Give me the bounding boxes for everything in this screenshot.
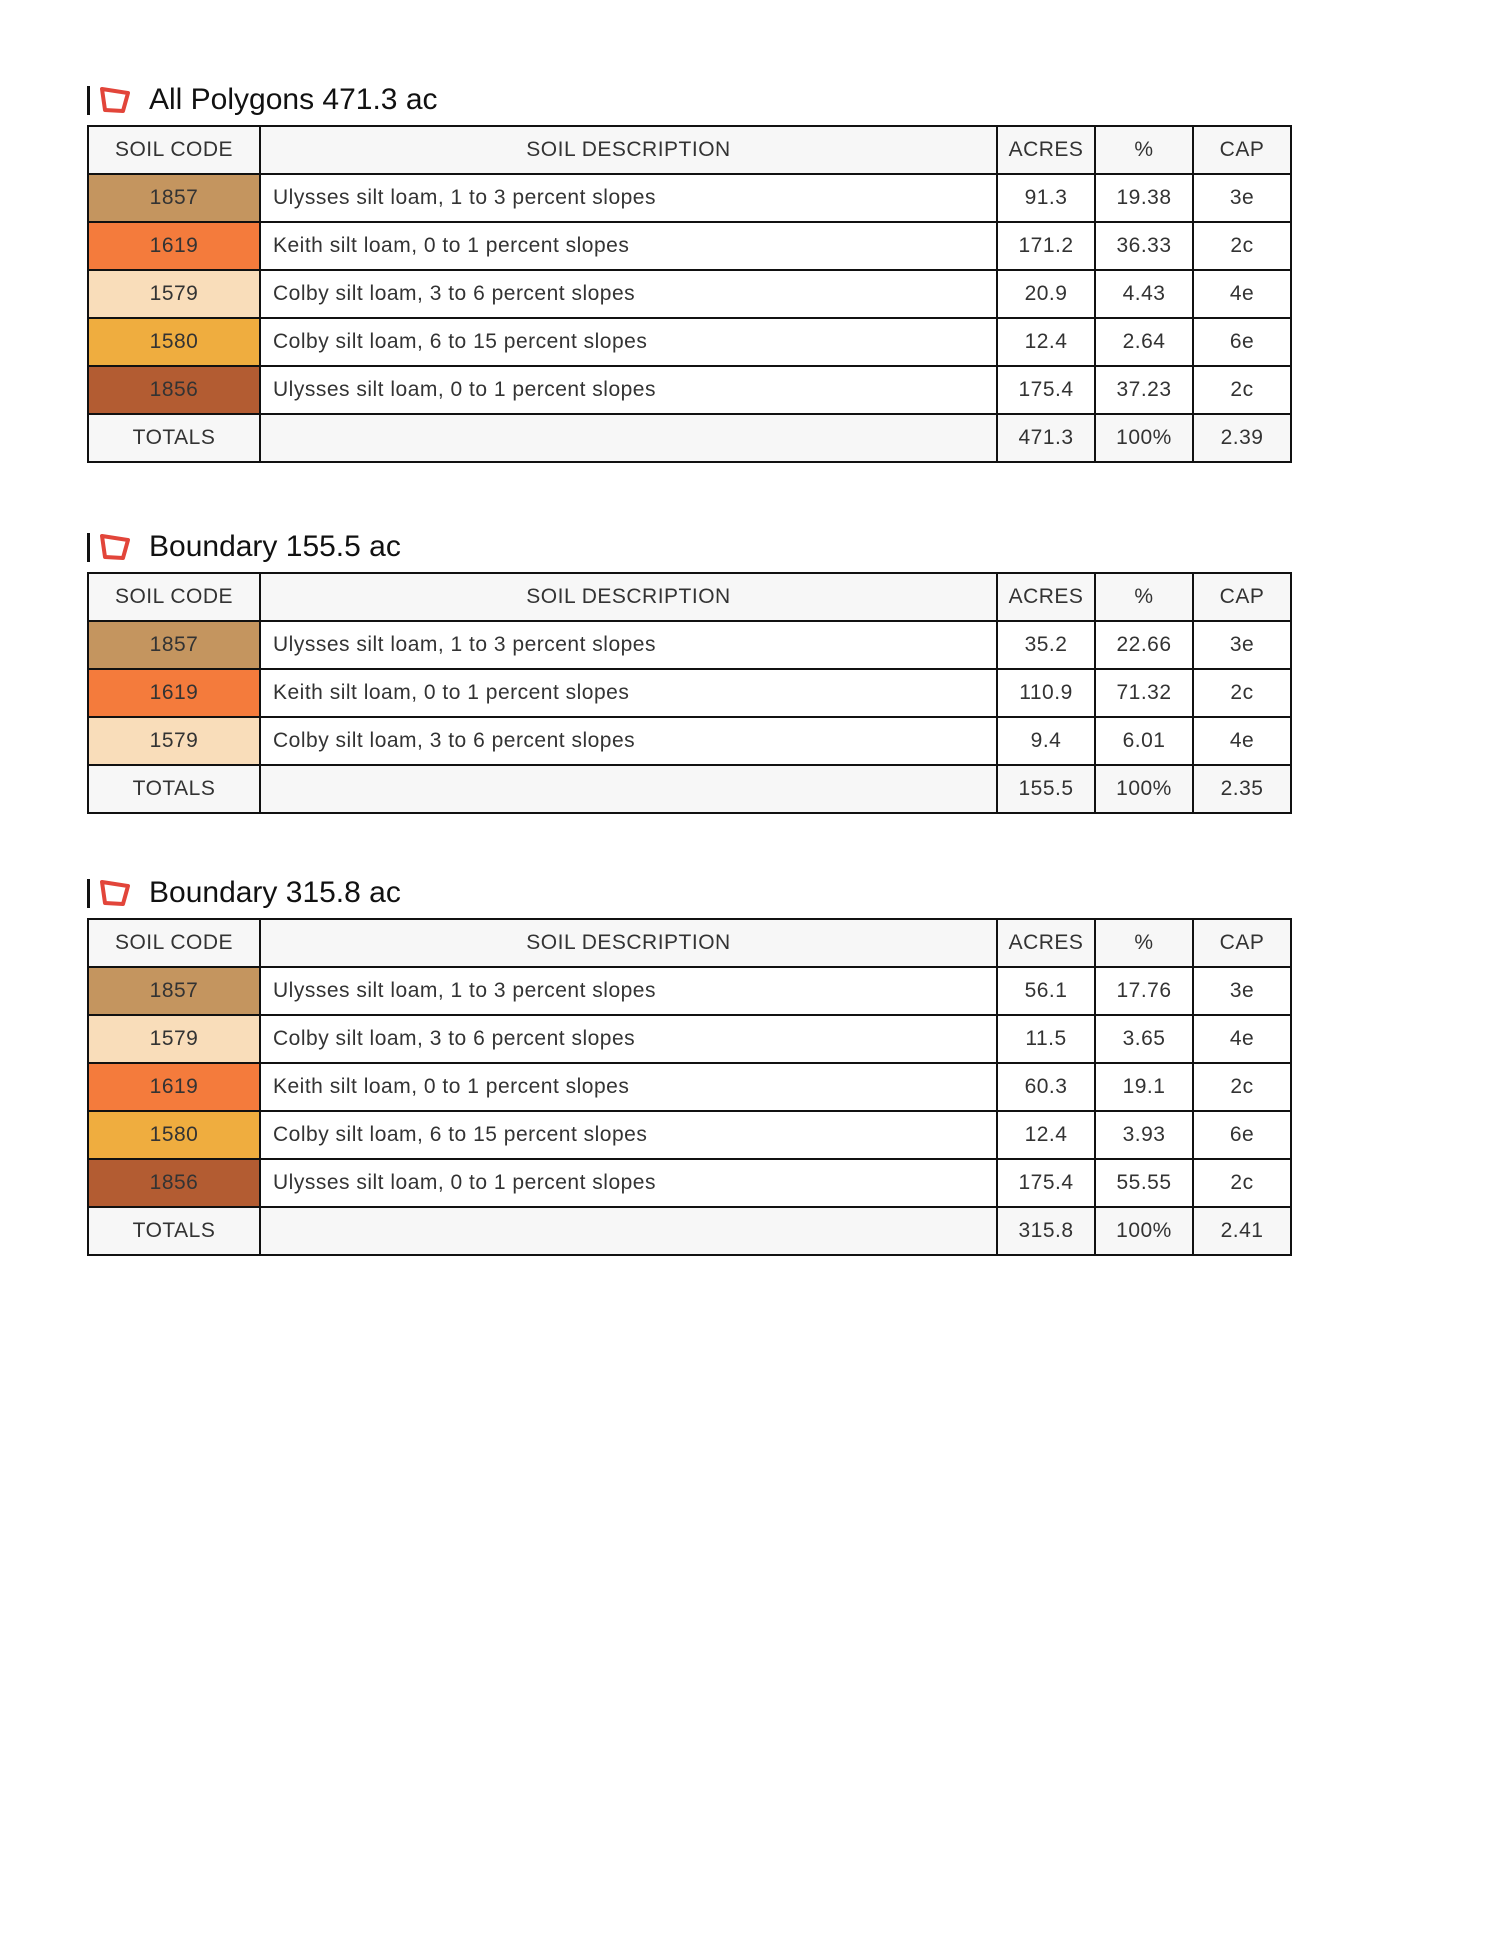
table-header-row xyxy=(88,126,1291,174)
totals-percent: 100% xyxy=(1095,414,1193,462)
header-bar xyxy=(87,86,90,115)
totals-label: TOTALS xyxy=(88,765,260,813)
percent-cell: 36.33 xyxy=(1095,222,1193,270)
totals-acres: 315.8 xyxy=(997,1207,1095,1255)
totals-row xyxy=(88,414,1291,462)
cap-cell: 4e xyxy=(1193,1015,1291,1063)
cap-cell: 2c xyxy=(1193,222,1291,270)
totals-cap: 2.41 xyxy=(1193,1207,1291,1255)
totals-acres: 471.3 xyxy=(997,414,1095,462)
table-header-row xyxy=(88,919,1291,967)
table-header-row xyxy=(88,573,1291,621)
soil-description-cell: Colby silt loam, 6 to 15 percent slopes xyxy=(260,318,997,366)
section-boundary-155 xyxy=(87,522,1292,814)
soil-code-cell: 1579 xyxy=(88,270,260,318)
section-header xyxy=(87,522,1292,572)
soil-code-cell: 1857 xyxy=(88,174,260,222)
soil-code-cell: 1856 xyxy=(88,1159,260,1207)
header-soil-description: SOIL DESCRIPTION xyxy=(260,573,997,621)
header-cap: CAP xyxy=(1193,573,1291,621)
acres-cell: 91.3 xyxy=(997,174,1095,222)
header-soil-description: SOIL DESCRIPTION xyxy=(260,919,997,967)
section-title: Boundary 315.8 ac xyxy=(149,876,401,909)
percent-cell: 22.66 xyxy=(1095,621,1193,669)
soil-code-cell: 1619 xyxy=(88,1063,260,1111)
cap-cell: 6e xyxy=(1193,1111,1291,1159)
percent-cell: 19.1 xyxy=(1095,1063,1193,1111)
table-row xyxy=(88,366,1291,414)
soil-description-cell: Keith silt loam, 0 to 1 percent slopes xyxy=(260,669,997,717)
soil-description-cell: Colby silt loam, 6 to 15 percent slopes xyxy=(260,1111,997,1159)
cap-cell: 3e xyxy=(1193,967,1291,1015)
soil-code-cell: 1857 xyxy=(88,967,260,1015)
soil-description-cell: Keith silt loam, 0 to 1 percent slopes xyxy=(260,222,997,270)
header-soil-code: SOIL CODE xyxy=(88,919,260,967)
soil-description-cell: Ulysses silt loam, 1 to 3 percent slopes xyxy=(260,621,997,669)
acres-cell: 20.9 xyxy=(997,270,1095,318)
soil-code-cell: 1857 xyxy=(88,621,260,669)
percent-cell: 6.01 xyxy=(1095,717,1193,765)
header-acres: ACRES xyxy=(997,919,1095,967)
header-percent: % xyxy=(1095,919,1193,967)
table-row xyxy=(88,174,1291,222)
section-all-polygons xyxy=(87,75,1292,463)
header-soil-code: SOIL CODE xyxy=(88,126,260,174)
acres-cell: 35.2 xyxy=(997,621,1095,669)
table-row xyxy=(88,717,1291,765)
acres-cell: 11.5 xyxy=(997,1015,1095,1063)
percent-cell: 55.55 xyxy=(1095,1159,1193,1207)
percent-cell: 3.93 xyxy=(1095,1111,1193,1159)
table-row xyxy=(88,621,1291,669)
polygon-icon xyxy=(99,532,133,562)
polygon-icon xyxy=(99,85,133,115)
totals-description-cell xyxy=(260,765,997,813)
soil-description-cell: Colby silt loam, 3 to 6 percent slopes xyxy=(260,717,997,765)
cap-cell: 4e xyxy=(1193,717,1291,765)
acres-cell: 60.3 xyxy=(997,1063,1095,1111)
totals-label: TOTALS xyxy=(88,414,260,462)
header-cap: CAP xyxy=(1193,126,1291,174)
header-bar xyxy=(87,533,90,562)
table-row xyxy=(88,1063,1291,1111)
totals-label: TOTALS xyxy=(88,1207,260,1255)
section-boundary-315 xyxy=(87,868,1292,1256)
cap-cell: 2c xyxy=(1193,1159,1291,1207)
section-header xyxy=(87,75,1292,125)
table-row xyxy=(88,270,1291,318)
soil-code-cell: 1619 xyxy=(88,222,260,270)
cap-cell: 2c xyxy=(1193,366,1291,414)
acres-cell: 12.4 xyxy=(997,318,1095,366)
acres-cell: 171.2 xyxy=(997,222,1095,270)
soil-description-cell: Ulysses silt loam, 1 to 3 percent slopes xyxy=(260,174,997,222)
soil-description-cell: Keith silt loam, 0 to 1 percent slopes xyxy=(260,1063,997,1111)
soil-table xyxy=(87,572,1292,814)
totals-description-cell xyxy=(260,1207,997,1255)
acres-cell: 9.4 xyxy=(997,717,1095,765)
table-row xyxy=(88,318,1291,366)
header-acres: ACRES xyxy=(997,126,1095,174)
cap-cell: 3e xyxy=(1193,174,1291,222)
acres-cell: 175.4 xyxy=(997,366,1095,414)
soil-table xyxy=(87,125,1292,463)
table-row xyxy=(88,222,1291,270)
cap-cell: 2c xyxy=(1193,1063,1291,1111)
soil-code-cell: 1856 xyxy=(88,366,260,414)
soil-table xyxy=(87,918,1292,1256)
table-row xyxy=(88,1015,1291,1063)
header-percent: % xyxy=(1095,573,1193,621)
totals-description-cell xyxy=(260,414,997,462)
soil-description-cell: Colby silt loam, 3 to 6 percent slopes xyxy=(260,1015,997,1063)
header-soil-description: SOIL DESCRIPTION xyxy=(260,126,997,174)
header-percent: % xyxy=(1095,126,1193,174)
table-row xyxy=(88,669,1291,717)
acres-cell: 110.9 xyxy=(997,669,1095,717)
soil-description-cell: Ulysses silt loam, 0 to 1 percent slopes xyxy=(260,1159,997,1207)
section-header xyxy=(87,868,1292,918)
header-soil-code: SOIL CODE xyxy=(88,573,260,621)
header-acres: ACRES xyxy=(997,573,1095,621)
polygon-icon xyxy=(99,878,133,908)
soil-description-cell: Ulysses silt loam, 0 to 1 percent slopes xyxy=(260,366,997,414)
totals-cap: 2.35 xyxy=(1193,765,1291,813)
totals-row xyxy=(88,1207,1291,1255)
table-row xyxy=(88,1159,1291,1207)
totals-acres: 155.5 xyxy=(997,765,1095,813)
section-title: Boundary 155.5 ac xyxy=(149,530,401,563)
totals-cap: 2.39 xyxy=(1193,414,1291,462)
section-title: All Polygons 471.3 ac xyxy=(149,83,438,116)
totals-percent: 100% xyxy=(1095,765,1193,813)
soil-description-cell: Ulysses silt loam, 1 to 3 percent slopes xyxy=(260,967,997,1015)
percent-cell: 4.43 xyxy=(1095,270,1193,318)
acres-cell: 56.1 xyxy=(997,967,1095,1015)
table-row xyxy=(88,967,1291,1015)
soil-code-cell: 1579 xyxy=(88,1015,260,1063)
soil-code-cell: 1619 xyxy=(88,669,260,717)
percent-cell: 71.32 xyxy=(1095,669,1193,717)
acres-cell: 12.4 xyxy=(997,1111,1095,1159)
percent-cell: 17.76 xyxy=(1095,967,1193,1015)
percent-cell: 37.23 xyxy=(1095,366,1193,414)
soil-code-cell: 1579 xyxy=(88,717,260,765)
totals-percent: 100% xyxy=(1095,1207,1193,1255)
acres-cell: 175.4 xyxy=(997,1159,1095,1207)
soil-code-cell: 1580 xyxy=(88,1111,260,1159)
soil-description-cell: Colby silt loam, 3 to 6 percent slopes xyxy=(260,270,997,318)
soil-code-cell: 1580 xyxy=(88,318,260,366)
percent-cell: 19.38 xyxy=(1095,174,1193,222)
percent-cell: 2.64 xyxy=(1095,318,1193,366)
header-cap: CAP xyxy=(1193,919,1291,967)
cap-cell: 2c xyxy=(1193,669,1291,717)
cap-cell: 3e xyxy=(1193,621,1291,669)
totals-row xyxy=(88,765,1291,813)
header-bar xyxy=(87,879,90,908)
table-row xyxy=(88,1111,1291,1159)
cap-cell: 6e xyxy=(1193,318,1291,366)
percent-cell: 3.65 xyxy=(1095,1015,1193,1063)
cap-cell: 4e xyxy=(1193,270,1291,318)
